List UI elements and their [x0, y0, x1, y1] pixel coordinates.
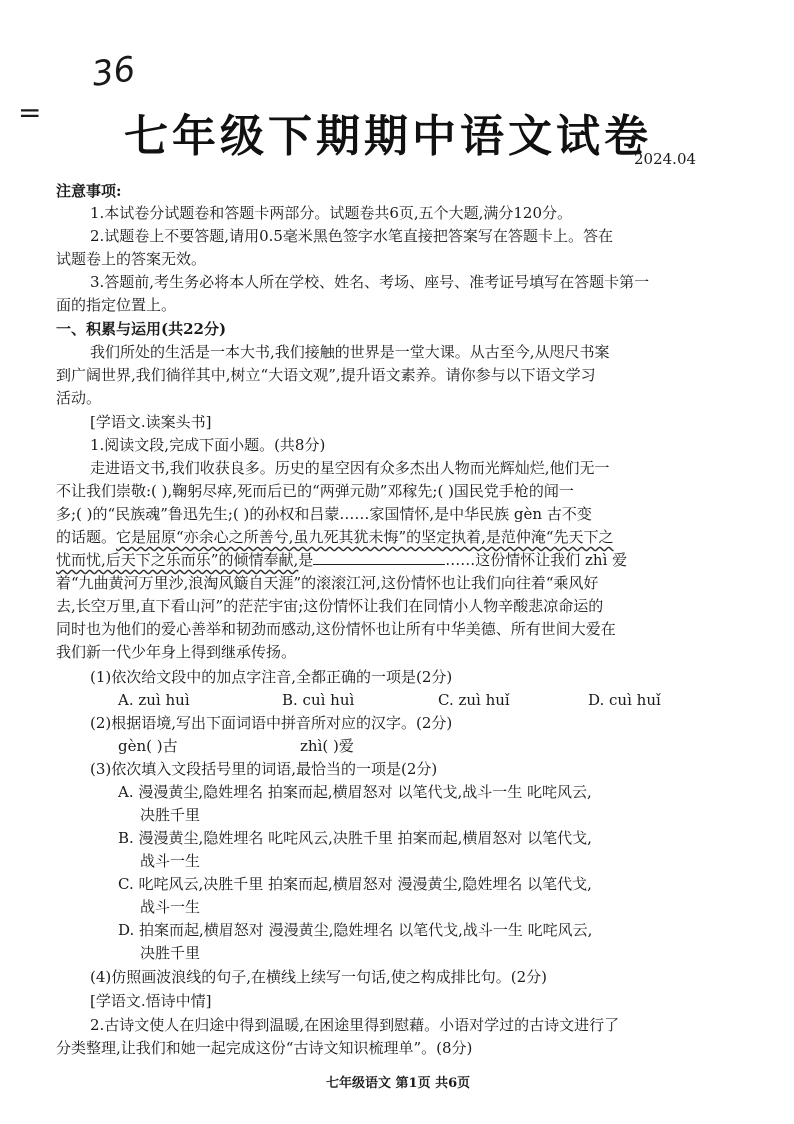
section-intro-end: 活动。: [56, 389, 102, 407]
pinyin-fill-b: zhì( )爱: [300, 737, 354, 755]
question-2: 2.古诗文使人在归途中得到温暖,在困途里得到慰藉。小语对学过的古诗文进行了: [90, 1016, 620, 1034]
sub-question-3: (3)依次填入文段括号里的词语,最恰当的一项是(2分): [90, 760, 438, 778]
option-a: A. 漫漫黄尘,隐姓埋名 拍案而起,横眉怒对 以笔代戈,战斗一生 叱咤风云,: [118, 783, 592, 801]
option-c-cont: 战斗一生: [140, 898, 201, 916]
subsection-tag-poetry: [学语文.悟诗中情]: [90, 992, 212, 1010]
sub-question-4: (4)仿照画波浪线的句子,在横线上续写一句话,使之构成排比句。(2分): [90, 968, 548, 986]
passage-line: 着“九曲黄河万里沙,浪淘风簸自天涯”的滚滚江河,这份情怀也让我们向往着“乘风好: [56, 574, 599, 592]
passage-line: 不让我们崇敬:( ),鞠躬尽瘁,死而后已的“两弹元勋”邓稼先;( )国民党手枪的闻一: [56, 482, 574, 500]
notice-item-2: 2.试题卷上不要答题,请用0.5毫米黑色签字水笔直接把答案写在答题卡上。答在: [90, 227, 613, 245]
page-title: 七年级下期期中语文试卷: [124, 111, 652, 162]
exam-date: 2024.04: [634, 150, 697, 168]
passage-line: 我们新一代少年身上得到继承传扬。: [56, 643, 297, 661]
option-d-cont: 决胜千里: [140, 944, 201, 962]
sub-question-2: (2)根据语境,写出下面词语中拼音所对应的汉字。(2分): [90, 714, 453, 732]
passage-line: [56, 526, 614, 548]
option-b-cont: 战斗一生: [140, 852, 201, 870]
option-c: C. 叱咤风云,决胜千里 拍案而起,横眉怒对 漫漫黄尘,隐姓埋名 以笔代戈,: [118, 875, 592, 893]
pinyin-fill-a: gèn( )古: [118, 737, 178, 755]
wavy-underlined-sentence-cont: 忧而忧,后天下之乐而乐”的倾情奉献,: [56, 551, 299, 569]
option-b: B. 漫漫黄尘,隐姓埋名 叱咤风云,决胜千里 拍案而起,横眉怒对 以笔代戈,: [118, 829, 592, 847]
passage-line: 多;( )的“民族魂”鲁迅先生;( )的孙权和吕蒙……家国情怀,是中华民族 gèn 古不变: [56, 505, 592, 523]
section-intro-cont: 到广阔世界,我们徜徉其中,树立“大语文观”,提升语文素养。请你参与以下语文学习: [56, 366, 596, 384]
subsection-tag-reading: [学语文.读案头书]: [90, 413, 212, 431]
option-a: A. zuì huì: [118, 691, 190, 709]
question-2-cont: 分类整理,让我们和她一起完成这份“古诗文知识梳理单”。(8分): [56, 1039, 473, 1057]
section-heading: 一、积累与运用(共22分): [56, 320, 227, 338]
page-footer: 七年级语文 第1页 共6页: [326, 1076, 471, 1091]
passage-line: 去,长空万里,直下看山河”的茫茫宇宙;这份情怀让我们在同情小人物辛酸悲凉命运的: [56, 597, 604, 615]
option-a-cont: 决胜千里: [140, 806, 201, 824]
passage-line: [56, 549, 627, 571]
option-d: D. cuì huǐ: [588, 691, 661, 709]
wavy-underlined-sentence: 它是屈原“亦余心之所善兮,虽九死其犹未悔”的坚定执着,是范仲淹“先天下之: [116, 528, 614, 546]
passage-line: 走进语文书,我们收获良多。历史的星空因有众多杰出人物而光辉灿烂,他们无一: [90, 459, 610, 477]
option-d: D. 拍案而起,横眉怒对 漫漫黄尘,隐姓埋名 以笔代戈,战斗一生 叱咤风云,: [118, 921, 593, 939]
section-intro: 我们所处的生活是一本大书,我们接触的世界是一堂大课。从古至今,从咫尺书案: [90, 343, 610, 361]
notice-item-3-cont: 面的指定位置上。: [56, 296, 177, 314]
question-1-title: 1.阅读文段,完成下面小题。(共8分): [90, 436, 326, 454]
handwritten-score: 36: [89, 49, 138, 95]
notice-heading: 注意事项:: [56, 182, 122, 200]
notice-item-2-cont: 试题卷上的答案无效。: [56, 250, 207, 268]
option-c: C. zuì huǐ: [438, 691, 510, 709]
sub-question-1: (1)依次给文段中的加点字注音,全都正确的一项是(2分): [90, 668, 453, 686]
notice-item-3: 3.答题前,考生务必将本人所在学校、姓名、考场、座号、准考证号填写在答题卡第一: [90, 273, 650, 291]
passage-line: 同时也为他们的爱心善举和韧劲而感动,这份情怀也让所有中华美德、所有世间大爱在: [56, 620, 616, 638]
notice-item-1: 1.本试卷分试题卷和答题卡两部分。试题卷共6页,五个大题,满分120分。: [90, 204, 573, 222]
option-b: B. cuì huì: [282, 691, 355, 709]
passage-text: ……这份情怀让我们 zhì 爱: [445, 551, 628, 569]
handwritten-dash: =: [18, 96, 42, 129]
passage-text: 的话题。: [56, 528, 117, 546]
answer-blank: [313, 550, 445, 565]
passage-text: 是: [298, 551, 314, 569]
